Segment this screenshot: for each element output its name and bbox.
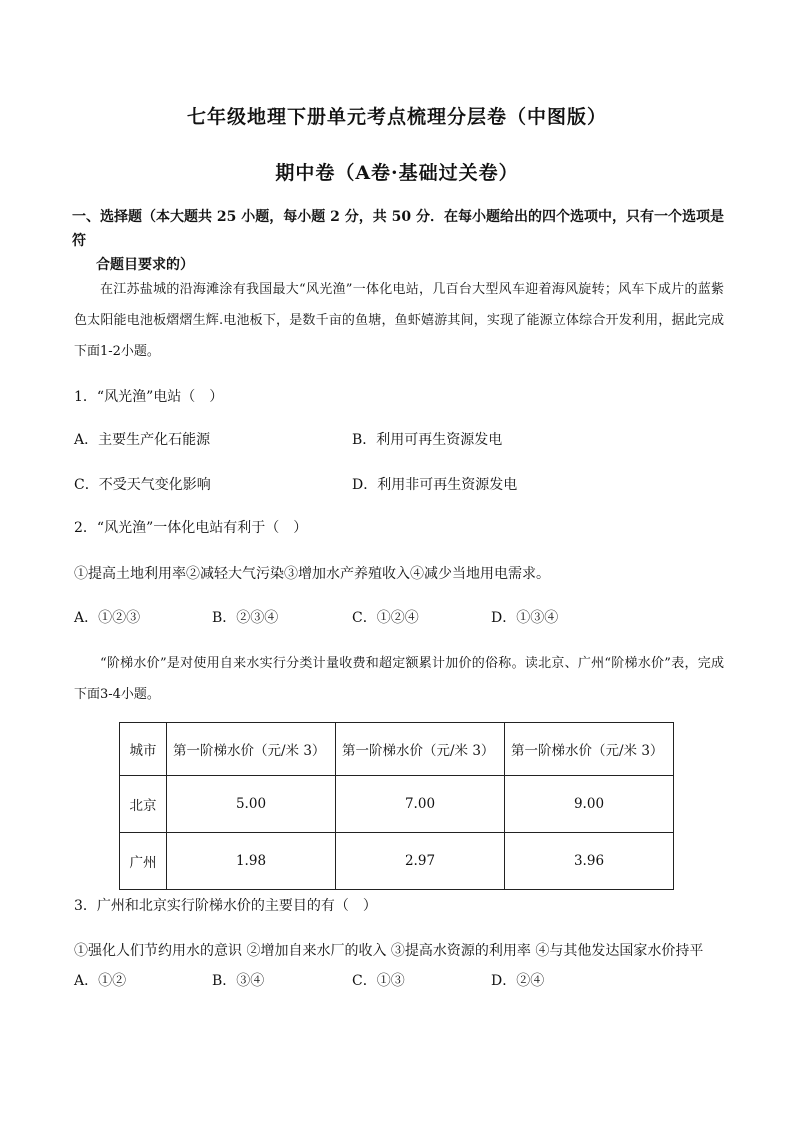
question-3-stem: 3．广州和北京实行阶梯水价的主要目的有（ ） bbox=[74, 898, 377, 914]
question-2-option-a: A．①②③ bbox=[74, 610, 141, 626]
table-header-cell: 第一阶梯水价（元/米 3） bbox=[167, 723, 336, 776]
table-cell: 1.98 bbox=[167, 833, 336, 890]
question-2-option-b: B．②③④ bbox=[212, 610, 279, 626]
table-header-row bbox=[120, 723, 674, 776]
table-cell: 7.00 bbox=[336, 776, 505, 833]
table-cell-city: 广州 bbox=[120, 833, 167, 890]
question-2-option-c: C．①②④ bbox=[352, 610, 419, 626]
reading-passage-2: “阶梯水价”是对使用自来水实行分类计量收费和超定额累计加价的俗称。读北京、广州“阶梯水价”表，完成下面3-4小题。 bbox=[74, 656, 724, 702]
question-1-option-c: C．不受天气变化影响 bbox=[74, 477, 211, 493]
question-3-option-c: C．①③ bbox=[352, 973, 405, 989]
table-cell-city: 北京 bbox=[120, 776, 167, 833]
table-header-cell: 城市 bbox=[120, 723, 167, 776]
water-price-table bbox=[119, 722, 674, 890]
question-3-option-d: D．②④ bbox=[491, 973, 545, 989]
section-heading-continuation: 合题目要求的） bbox=[96, 257, 194, 273]
question-2-option-d: D．①③④ bbox=[491, 610, 559, 626]
table-cell: 3.96 bbox=[505, 833, 674, 890]
question-1-option-a: A．主要生产化石能源 bbox=[74, 432, 211, 448]
question-2-statements: ①提高土地利用率②减轻大气污染③增加水产养殖收入④减少当地用电需求。 bbox=[74, 566, 550, 582]
table-header-cell: 第一阶梯水价（元/米 3） bbox=[336, 723, 505, 776]
table-cell: 9.00 bbox=[505, 776, 674, 833]
section-heading bbox=[72, 205, 727, 277]
table-header-cell: 第一阶梯水价（元/米 3） bbox=[505, 723, 674, 776]
section-heading-text: 一、选择题（本大题共 25 小题，每小题 2 分，共 50 分．在每小题给出的四个选项中，只有一个选项是符 bbox=[72, 209, 724, 249]
question-3-option-a: A．①② bbox=[74, 973, 127, 989]
question-1-option-d: D．利用非可再生资源发电 bbox=[352, 477, 518, 493]
question-1-option-b: B．利用可再生资源发电 bbox=[352, 432, 503, 448]
question-1-stem: 1．“风光渔”电站（ ） bbox=[74, 389, 224, 405]
table-row bbox=[120, 833, 674, 890]
exam-subtitle: 期中卷（A卷·基础过关卷） bbox=[275, 162, 519, 184]
reading-passage-1: 在江苏盐城的沿海滩涂有我国最大“风光渔”一体化电站，几百台大型风车迎着海风旋转；风车下成片的蓝紫色太阳能电池板熠熠生辉.电池板下，是数千亩的鱼塘，鱼虾嬉游其间，实现了能源立体综合开发利用，据此完成下面1-2小题。 bbox=[74, 282, 724, 359]
table-cell: 5.00 bbox=[167, 776, 336, 833]
table-row bbox=[120, 776, 674, 833]
table-cell: 2.97 bbox=[336, 833, 505, 890]
exam-title: 七年级地理下册单元考点梳理分层卷（中图版） bbox=[186, 106, 607, 128]
question-2-stem: 2．“风光渔”一体化电站有利于（ ） bbox=[74, 520, 308, 536]
question-3-statements: ①强化人们节约用水的意识 ②增加自来水厂的收入 ③提高水资源的利用率 ④与其他发达国家水价持平 bbox=[74, 943, 704, 959]
question-3-option-b: B．③④ bbox=[212, 973, 265, 989]
